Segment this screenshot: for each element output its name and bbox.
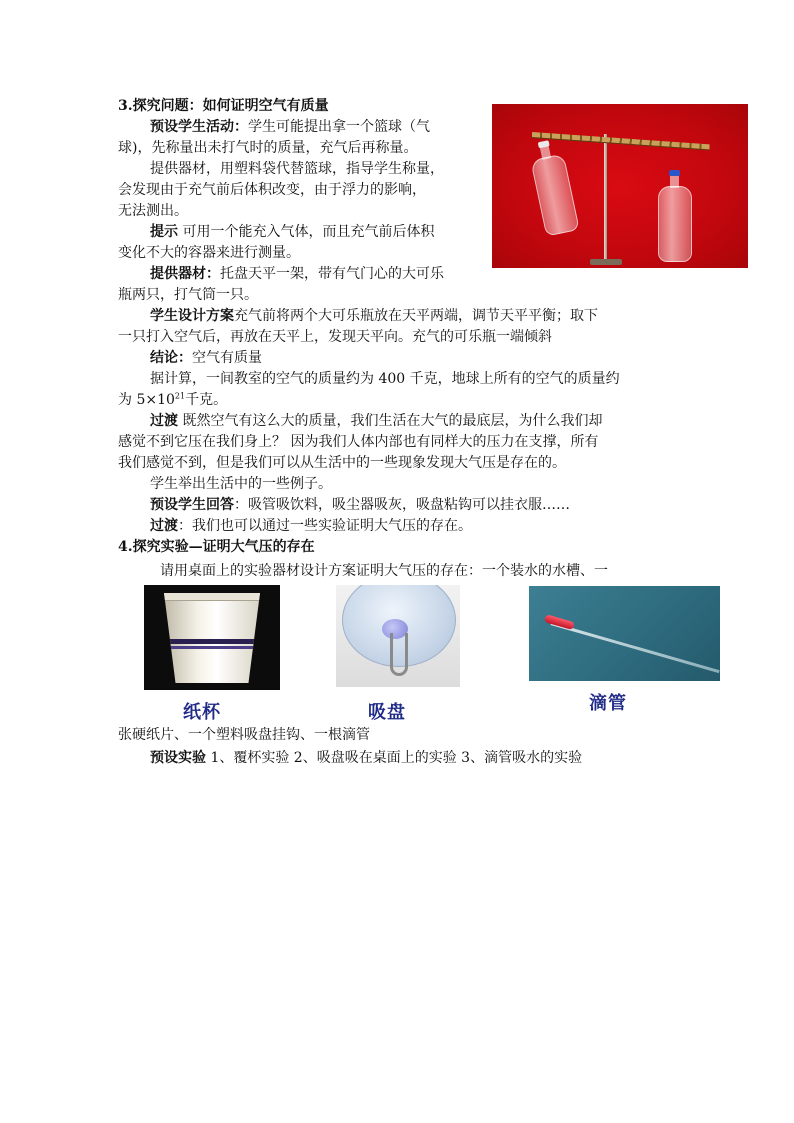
hint-text: 可用一个能充入气体，而且充气前后体积 [182,224,435,240]
transition-text: 既然空气有这么大的质量，我们生活在大气的最底层，为什么我们却 [182,413,603,429]
transition2 [118,516,678,537]
transition2-text: ：我们也可以通过一些实验证明大气压的存在。 [178,518,472,534]
conclusion-text: 空气有质量 [192,350,262,366]
calculation-line2 [118,390,678,411]
preset-experiments [118,748,678,769]
bottle-right [658,186,692,262]
design-label: 学生设计方案 [150,308,234,324]
transition-line3: 我们感觉不到，但是我们可以从生活中的一些现象发现大气压是存在的。 [118,455,566,471]
hint-label: 提示 [150,224,178,240]
examples-line: 学生举出生活中的一些例子。 [150,476,332,492]
transition-line2: 感觉不到它压在我们身上？ 因为我们人体内部也有同样大的压力在支撑，所有 [118,434,599,450]
transition2-label: 过渡 [150,518,178,534]
design-paragraph [118,306,678,327]
caption-suction-cup: 吸盘 [368,702,406,723]
balance-beam [532,132,710,149]
balance-foot [590,259,622,265]
equipment-note-line3: 无法测出。 [118,203,188,219]
calculation-line1: 据计算，一间教室的空气的质量约为 400 千克，地球上所有的空气的质量约 [150,371,620,387]
answer-label: 预设学生回答 [150,497,234,513]
activity-text: 学生可能提出拿一个篮球（气 [248,119,430,135]
section3-heading: 3.探究问题：如何证明空气有质量 [118,98,329,114]
calc-prefix: 为 5×10 [118,392,175,408]
section4-intro-line1: 请用桌面上的实验器材设计方案证明大气压的存在：一个装水的水槽、一 [160,563,608,579]
transition-paragraph [118,411,678,432]
provided-equipment-label: 提供器材： [150,266,220,282]
section4-heading: 4.探究实验—证明大气压的存在 [118,539,315,555]
equipment-note-line2: 会发现由于充气前后体积改变，由于浮力的影响， [118,182,426,198]
balance-stand [604,134,607,262]
caption-paper-cup: 纸杯 [183,702,221,723]
activity-label: 预设学生活动： [150,119,248,135]
bottle-left [530,153,579,236]
calc-exponent: 21 [174,391,186,401]
activity-line2: 球)，先称量出未打气时的质量，充气后再称量。 [118,140,418,156]
provided-equipment-line2: 瓶两只，打气筒一只。 [118,287,258,303]
preset-experiments-label: 预设实验 [150,750,206,766]
answer-text: ：吸管吸饮料，吸尘器吸灰，吸盘粘钩可以挂衣服…… [234,497,570,513]
dropper-photo [529,586,720,681]
balance-bottles-photo [492,104,748,268]
paper-cup [164,593,260,683]
preset-experiments-text: 1、覆杯实验 2、吸盘吸在桌面上的实验 3、滴管吸水的实验 [206,750,583,766]
transition-label: 过渡 [150,413,178,429]
hint-paragraph [118,222,510,243]
conclusion [118,348,678,369]
hook-icon [390,633,408,676]
design-text: 充气前将两个大可乐瓶放在天平两端，调节天平平衡；取下 [234,308,598,324]
design-line2: 一只打入空气后，再放在天平上，发现天平向。充气的可乐瓶一端倾斜 [118,329,552,345]
equipment-note-line1: 提供器材，用塑料袋代替篮球，指导学生称量， [150,161,444,177]
caption-dropper: 滴管 [589,693,627,714]
paper-cup-photo [144,585,280,690]
calc-suffix: 千克。 [185,392,228,408]
suction-cup-photo [336,585,460,687]
dropper-tube [551,622,720,673]
answer-paragraph [118,495,678,516]
hint-line2: 变化不大的容器来进行测量。 [118,245,300,261]
provided-equipment [118,264,510,285]
section4-intro-line2: 张硬纸片、一个塑料吸盘挂钩、一根滴管 [118,727,370,743]
activity-paragraph [118,117,510,138]
conclusion-label: 结论： [150,350,192,366]
provided-equipment-text: 托盘天平一架，带有气门心的大可乐 [220,266,444,282]
